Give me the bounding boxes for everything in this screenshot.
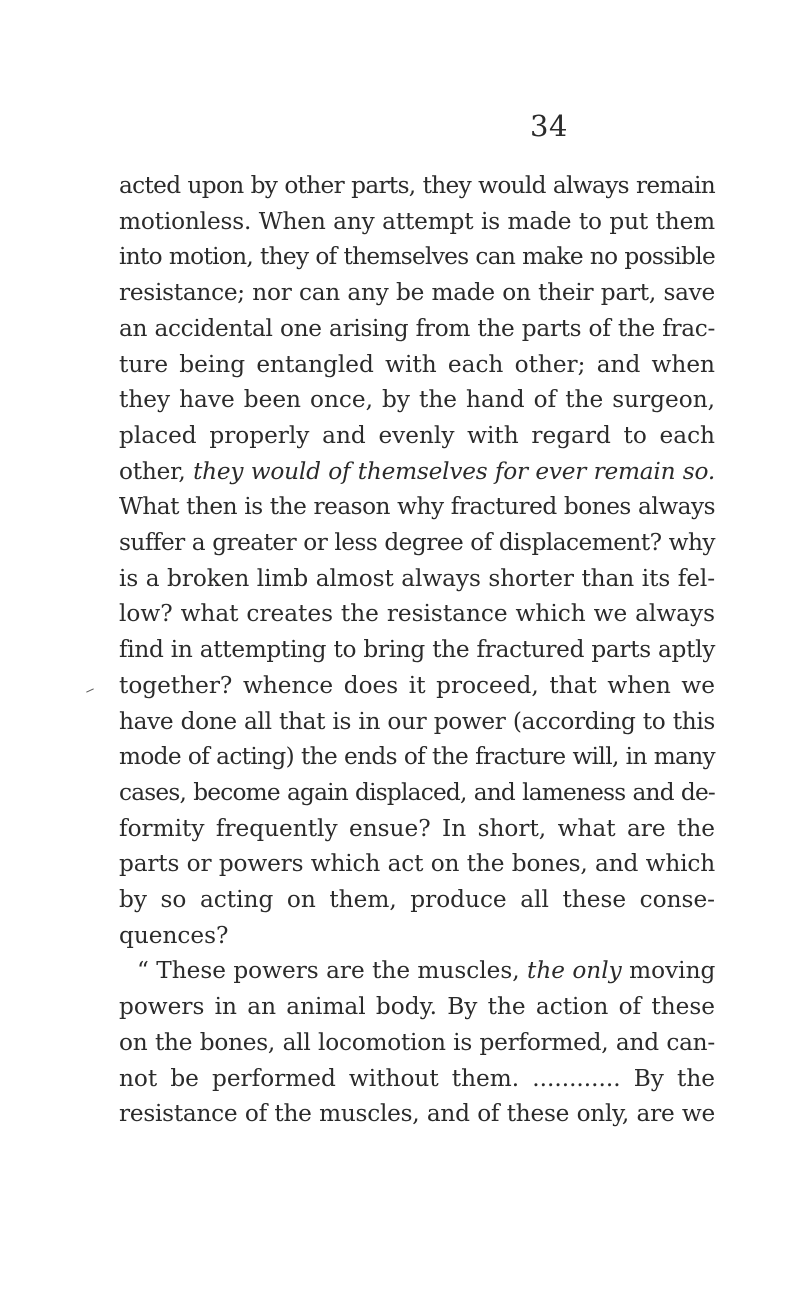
text-line	[119, 632, 715, 668]
text-line	[119, 668, 715, 704]
italic-text: they would of themselves for ever remain so.	[193, 457, 715, 485]
text-segment: parts or powers which act on the bones, and which	[119, 850, 715, 878]
text-segment: have done all that is in our power (according to this	[119, 707, 715, 735]
text-line	[119, 418, 715, 454]
text-line	[119, 275, 715, 311]
text-line	[119, 739, 715, 775]
text-segment: moving	[621, 957, 716, 985]
text-line	[119, 989, 715, 1025]
text-line	[119, 239, 715, 275]
text-line	[119, 846, 715, 882]
text-segment: mode of acting) the ends of the fracture will, in many	[119, 743, 715, 771]
text-segment: find in attempting to bring the fractured parts aptly	[119, 636, 715, 664]
text-segment: other,	[119, 457, 194, 485]
text-segment: on the bones, all locomotion is performed, and can-	[119, 1028, 715, 1056]
text-segment: motionless. When any attempt is made to put them	[119, 207, 715, 235]
text-segment: “ These powers are the muscles,	[137, 957, 527, 985]
text-line	[119, 525, 715, 561]
text-line	[119, 347, 715, 383]
text-line	[119, 561, 715, 597]
text-line	[119, 918, 715, 954]
italic-text: the only	[527, 957, 622, 985]
text-segment: together? whence does it proceed, that when we	[119, 671, 715, 699]
text-segment: resistance; nor can any be made on their part, save	[119, 279, 715, 307]
text-line	[119, 1061, 715, 1097]
text-segment: ture being entangled with each other; and when	[119, 350, 715, 378]
text-line	[119, 704, 715, 740]
text-segment: by so acting on them, produce all these conse-	[119, 886, 715, 914]
text-segment: quences?	[119, 921, 229, 949]
text-segment: powers in an animal body. By the action of these	[119, 993, 715, 1021]
text-line	[119, 489, 715, 525]
text-segment: What then is the reason why fractured bones always	[119, 493, 715, 521]
page-number: 34	[530, 109, 568, 143]
text-segment: suffer a greater or less degree of displacement? why	[119, 529, 715, 557]
text-line	[119, 168, 715, 204]
text-segment: an accidental one arising from the parts of the frac-	[119, 314, 715, 342]
text-line	[119, 311, 715, 347]
text-segment: not be performed without them. ............ By the	[119, 1064, 715, 1092]
text-line	[119, 775, 715, 811]
margin-mark	[86, 688, 94, 692]
text-segment: low? what creates the resistance which we always	[119, 600, 715, 628]
text-segment: acted upon by other parts, they would always remain	[119, 172, 715, 199]
text-segment: is a broken limb almost always shorter than its fel-	[119, 564, 715, 592]
text-line	[119, 953, 715, 989]
text-line	[119, 811, 715, 847]
text-segment: placed properly and evenly with regard to each	[119, 421, 715, 449]
text-segment: into motion, they of themselves can make no possible	[119, 243, 715, 271]
text-segment: they have been once, by the hand of the surgeon,	[119, 386, 715, 414]
text-line	[119, 382, 715, 418]
text-line	[119, 596, 715, 632]
text-line	[119, 454, 715, 490]
text-line	[119, 204, 715, 240]
text-segment: resistance of the muscles, and of these only, are we	[119, 1100, 715, 1128]
text-segment: formity frequently ensue? In short, what are the	[119, 814, 715, 842]
text-line	[119, 882, 715, 918]
text-segment: cases, become again displaced, and lameness and de-	[119, 778, 715, 806]
text-line	[119, 1096, 715, 1132]
body-text	[119, 168, 715, 1132]
text-line	[119, 1025, 715, 1061]
